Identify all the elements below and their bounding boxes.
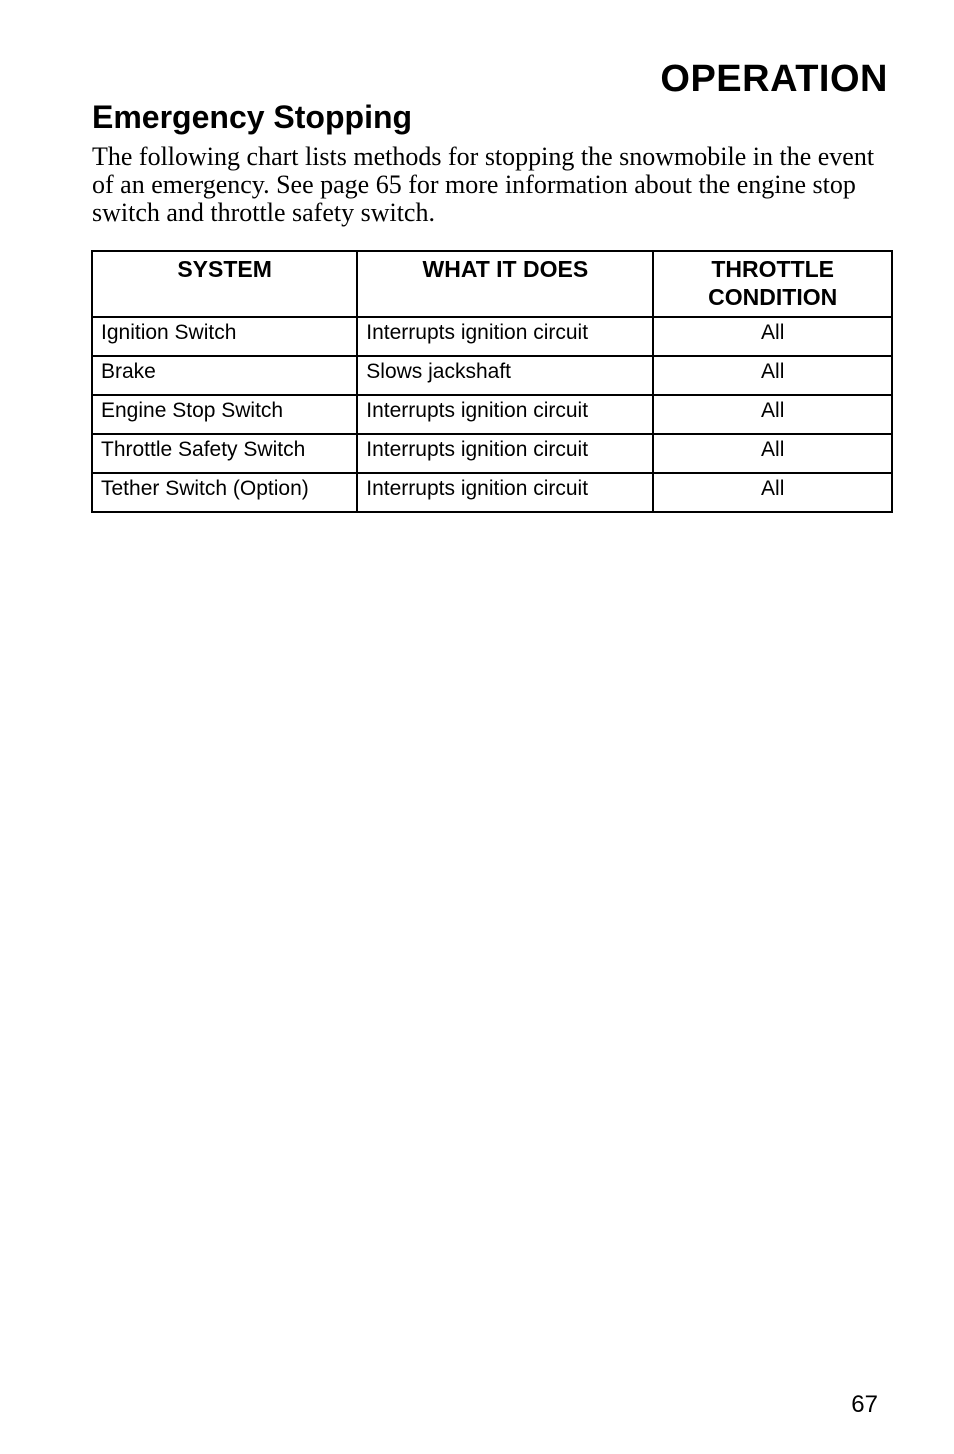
table-header-row bbox=[92, 251, 892, 317]
header-system: SYSTEM bbox=[92, 251, 357, 317]
emergency-stopping-table bbox=[91, 250, 893, 513]
table-row bbox=[92, 395, 892, 434]
cell-what-it-does: Interrupts ignition circuit bbox=[357, 473, 653, 512]
table-row bbox=[92, 317, 892, 356]
cell-system: Brake bbox=[92, 356, 357, 395]
cell-throttle-condition: All bbox=[653, 317, 892, 356]
cell-system: Ignition Switch bbox=[92, 317, 357, 356]
table-row bbox=[92, 434, 892, 473]
table-row bbox=[92, 473, 892, 512]
cell-throttle-condition: All bbox=[653, 356, 892, 395]
cell-system: Tether Switch (Option) bbox=[92, 473, 357, 512]
cell-throttle-condition: All bbox=[653, 395, 892, 434]
intro-paragraph: The following chart lists methods for stopping the snowmobile in the event of an emergency. See page 65 for more information about the engine stop switch and throttle safety switch. bbox=[92, 142, 875, 227]
cell-throttle-condition: All bbox=[653, 434, 892, 473]
table-row bbox=[92, 356, 892, 395]
cell-system: Throttle Safety Switch bbox=[92, 434, 357, 473]
header-throttle-condition bbox=[653, 251, 892, 317]
cell-what-it-does: Interrupts ignition circuit bbox=[357, 317, 653, 356]
cell-throttle-condition: All bbox=[653, 473, 892, 512]
header-throttle-line2: CONDITION bbox=[708, 284, 838, 310]
cell-what-it-does: Slows jackshaft bbox=[357, 356, 653, 395]
cell-what-it-does: Interrupts ignition circuit bbox=[357, 395, 653, 434]
section-title: OPERATION bbox=[660, 58, 888, 100]
page-number: 67 bbox=[851, 1391, 878, 1418]
page-heading: Emergency Stopping bbox=[92, 99, 413, 135]
cell-what-it-does: Interrupts ignition circuit bbox=[357, 434, 653, 473]
header-throttle-line1: THROTTLE bbox=[711, 256, 835, 282]
cell-system: Engine Stop Switch bbox=[92, 395, 357, 434]
header-what-it-does: WHAT IT DOES bbox=[357, 251, 653, 317]
